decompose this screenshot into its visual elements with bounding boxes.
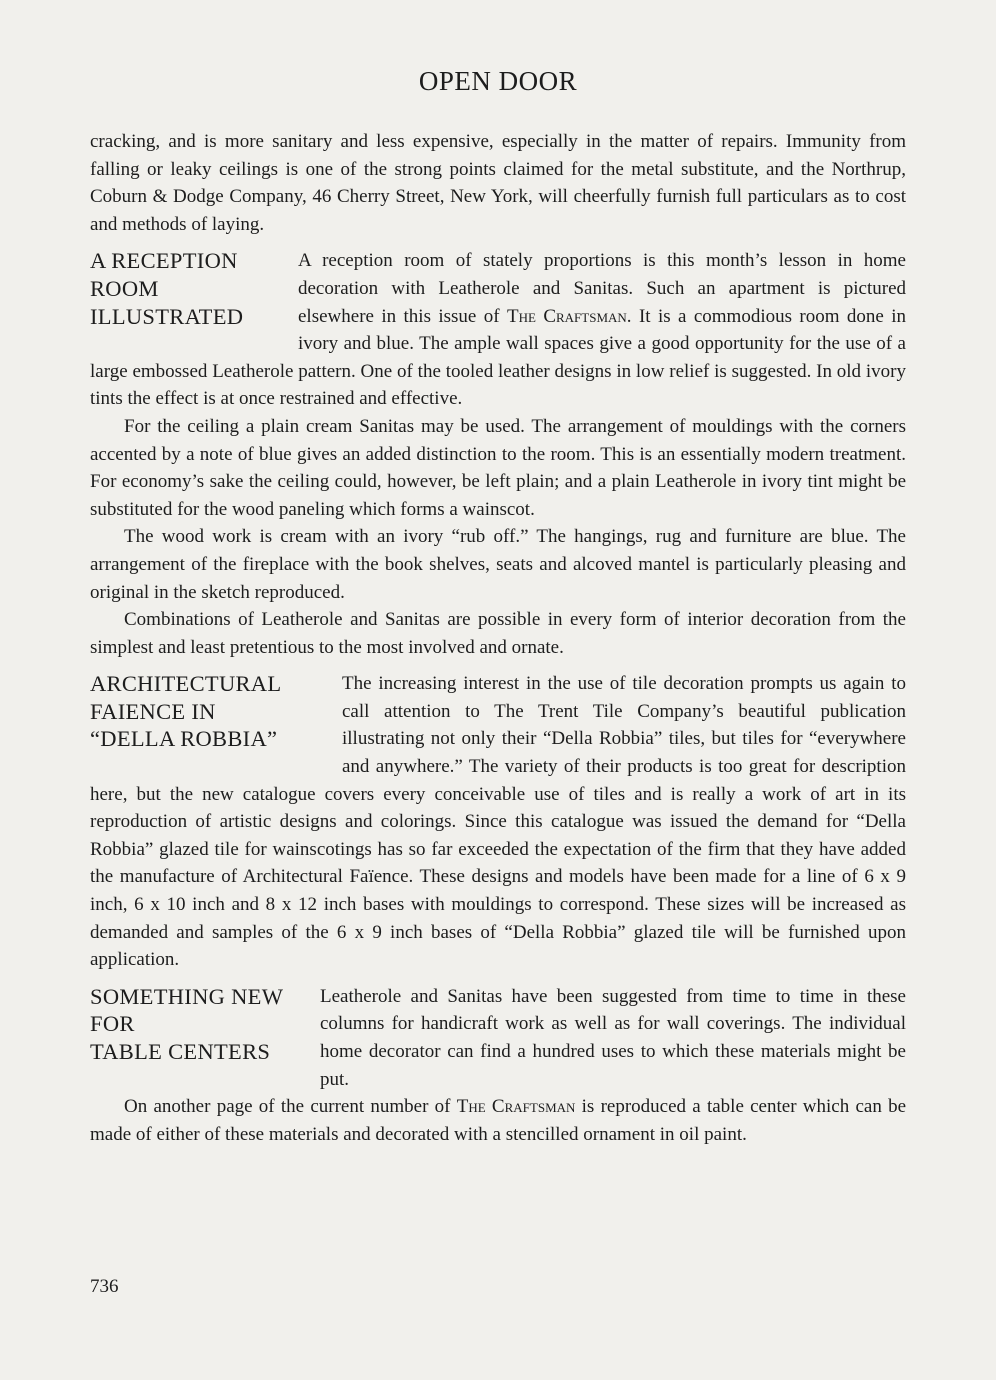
section-architectural-faience [90,670,906,974]
body-paragraph [90,1093,906,1148]
heading-line: FAIENCE IN [90,698,216,724]
magazine-title: The Craftsman [506,305,627,327]
heading-line: SOMETHING NEW [90,983,284,1009]
body-text-cont: is reproduced a table center which can be made of either of these materials and decorated with a stencilled ornament in oil paint. [90,1096,907,1145]
body-text: On another page of the current number of [124,1096,457,1118]
body-paragraph: For the ceiling a plain cream Sanitas may be used. The arrangement of mouldings with the corners accented by a note of blue gives an added distinction to the room. This is an essentially modern treatment. For economy’s sake the ceiling could, however, be left plain; and a plain Leatherole in ivory tint might be substituted for the wood paneling which forms a wainscot. [90,415,906,520]
lead-text: Leatherole and Sanitas have been suggested from time to time in these columns for handicraft work as well as for wall coverings. The individual home decorator can find a hundred uses to which these materials might be put. [320,985,906,1090]
lead-text-cont: . It is a commodious room done in ivory and blue. The ample wall spaces give a good opportunity for the use of a large embossed Leatherole pattern. One of the tooled leather designs in low relief is suggested. In old ivory tints the effect is at once restrained and effective. [90,305,906,410]
page-number: 736 [90,1276,119,1297]
intro-paragraph: cracking, and is more sanitary and less expensive, especially in the matter of repairs. Immunity from falling or leaky ceilings is one of the strong points claimed for the metal substitute, and the Northrup, Coburn & Dodge Company, 46 Cherry Street, New York, will cheerfully furnish full particulars as to cost and methods of laying. [90,131,906,235]
heading-line: ILLUSTRATED [90,303,244,329]
magazine-title: The Craftsman [456,1096,576,1118]
lead-text: A reception room of stately proportions is this month’s lesson in home decoration with Leatherole and Sanitas. Such an apartment is pictured elsewhere in this issue of [298,250,906,327]
heading-line: TABLE CENTERS [90,1039,271,1064]
heading-line: ARCHITECTURAL [90,671,282,697]
heading-line: ROOM [90,275,159,301]
body-paragraph: Combinations of Leatherole and Sanitas are possible in every form of interior decoration from the simplest and least pretentious to the most involved and ornate. [90,609,906,658]
section-reception-room [90,247,906,661]
section-heading [90,247,243,330]
lead-text: The increasing interest in the use of tile decoration prompts us again to call attention to The Trent Tile Company’s beautiful publication illustrating not only their “Della Robbia” tiles, but tiles for “everywhere and anywhere.” The variety of their products is too great for description here, but the new catalogue covers every conceivable use of tiles and is really a work of art in its reproduction of artistic designs and colorings. Since this catalogue was issued the demand for “Della Robbia” glazed tile for wainscotings has so far exceeded the expectation of the firm that they have added the manufacture of Architectural Faïence. These designs and models have been made for a line of 6 x 9 inch, 6 x 10 inch and 8 x 12 inch bases with mouldings to correspond. These sizes will be increased as demanded and samples of the 6 x 9 inch bases of “Della Robbia” glazed tile will be furnished upon application. [90,673,906,971]
heading-line: “DELLA ROBBIA” [90,726,278,752]
heading-line: FOR [90,1011,135,1037]
heading-line: A RECEPTION [90,248,238,274]
article-body [90,128,906,1148]
section-heading [90,983,283,1066]
section-heading [90,670,281,753]
section-table-centers [90,983,906,1149]
body-paragraph: The wood work is cream with an ivory “rub off.” The hangings, rug and furniture are blue. The arrangement of the fireplace with the book shelves, seats and alcoved mantel is particularly pleasing and original in the sketch reproduced. [90,526,906,603]
running-header: OPEN DOOR [418,66,578,96]
